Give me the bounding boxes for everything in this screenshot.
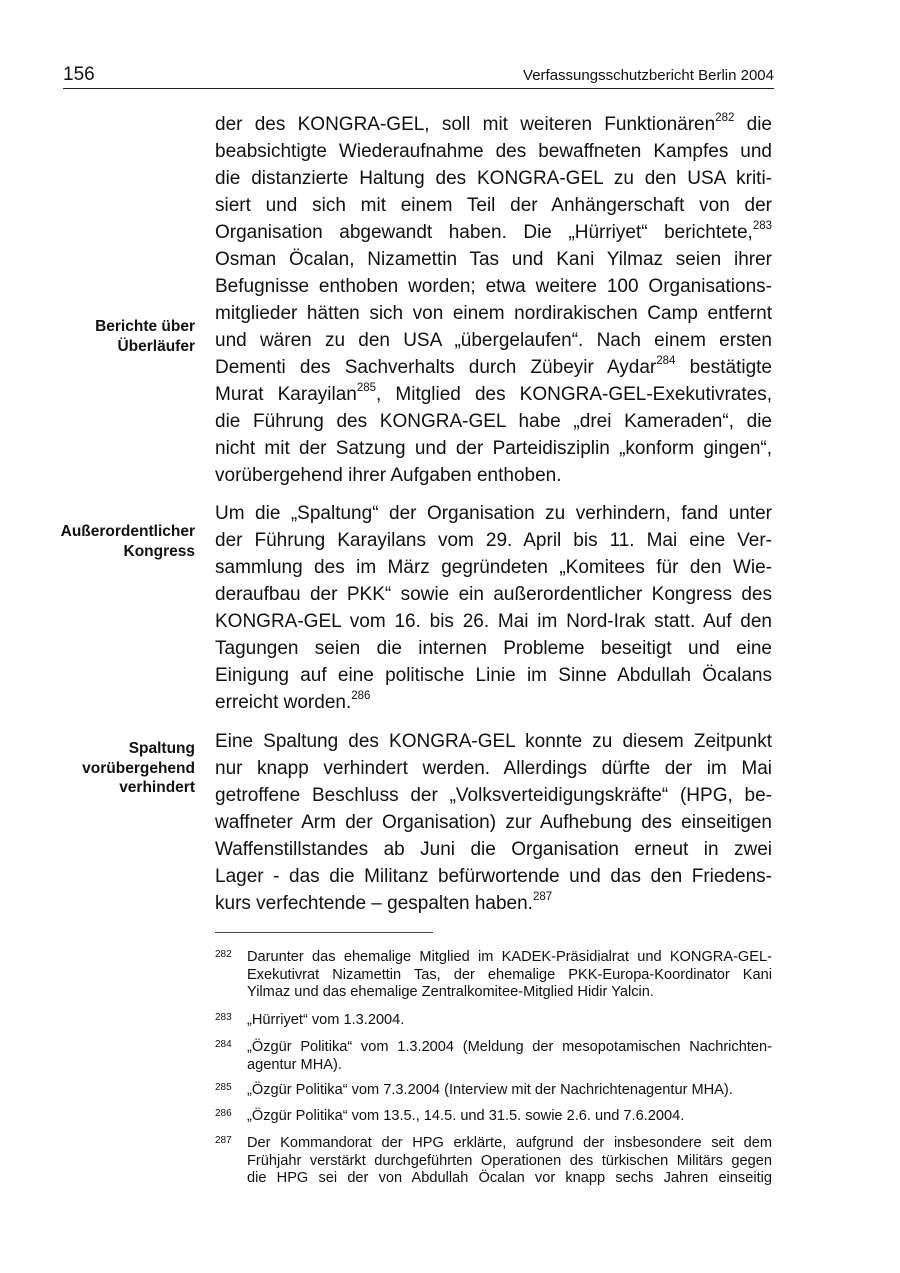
text-segment: waffneter Arm der Organisation) zur Aufhebung des einseitigen bbox=[215, 812, 772, 833]
page-header bbox=[63, 62, 774, 89]
text-line bbox=[215, 435, 772, 462]
text-line bbox=[215, 354, 772, 381]
text-segment: kurs verfechtende – gespalten haben. bbox=[215, 893, 533, 914]
margin-note-kongress bbox=[25, 522, 195, 561]
footnote-line: „Özgür Politika“ vom 13.5., 14.5. und 31.5. sowie 2.6. und 7.6.2004. bbox=[247, 1108, 685, 1124]
text-segment: die distanzierte Haltung des KONGRA-GEL zu den USA kriti- bbox=[215, 168, 772, 189]
margin-note-line: vorübergehend bbox=[82, 759, 195, 777]
footnote-number: 284 bbox=[215, 1039, 232, 1050]
text-line bbox=[215, 755, 772, 782]
footnote-line: Der Kommandorat der HPG erklärte, aufgrund der insbesondere seit dem bbox=[247, 1135, 772, 1151]
text-line bbox=[215, 728, 772, 755]
footnote-number: 282 bbox=[215, 949, 232, 960]
text-segment: die bbox=[734, 114, 772, 135]
text-line bbox=[215, 863, 772, 890]
text-line bbox=[215, 165, 772, 192]
text-segment: erreicht worden. bbox=[215, 692, 352, 713]
text-line bbox=[215, 273, 772, 300]
margin-note-line: Außerordentlicher bbox=[60, 523, 195, 540]
text-line bbox=[215, 689, 772, 716]
text-line bbox=[215, 662, 772, 689]
text-line bbox=[215, 581, 772, 608]
text-segment: Tagungen seien die internen Probleme beseitigt und eine bbox=[215, 638, 772, 659]
text-segment: mitglieder hätten sich von einem nordirakischen Camp entfernt bbox=[215, 303, 772, 324]
text-segment: bestätigte bbox=[675, 357, 772, 378]
footnote-reference: 287 bbox=[532, 890, 553, 903]
margin-note-line: Kongress bbox=[123, 542, 195, 560]
text-line bbox=[215, 782, 772, 809]
text-line bbox=[215, 635, 772, 662]
text-line bbox=[215, 138, 772, 165]
text-segment: siert und sich mit einem Teil der Anhängerschaft von der bbox=[215, 195, 772, 216]
text-segment: der Führung Karayilans vom 29. April bis 11. Mai eine Ver- bbox=[215, 530, 772, 551]
text-segment: getroffene Beschluss der „Volksverteidigungskräfte“ (HPG, be- bbox=[215, 785, 772, 806]
margin-note-line: Spaltung bbox=[128, 740, 195, 757]
text-segment: Dementi des Sachverhalts durch Zübeyir Aydar bbox=[215, 357, 657, 378]
footnote-text bbox=[247, 1039, 772, 1074]
text-segment: Um die „Spaltung“ der Organisation zu verhindern, fand unter bbox=[215, 503, 772, 524]
text-segment: die Führung des KONGRA-GEL habe „drei Kameraden“, die bbox=[215, 411, 772, 432]
text-segment: Eine Spaltung des KONGRA-GEL konnte zu diesem Zeitpunkt bbox=[215, 731, 772, 752]
text-segment: sammlung des im März gegründeten „Komitees für den Wie- bbox=[215, 557, 772, 578]
text-segment: und wären zu den USA „übergelaufen“. Nach einem ersten bbox=[215, 330, 772, 351]
text-line bbox=[215, 381, 772, 408]
body-paragraph-1 bbox=[215, 111, 772, 489]
footnote-line: Yilmaz und das ehemalige Zentralkomitee-Mitglied Hidir Yalcin. bbox=[247, 984, 654, 1000]
text-line bbox=[215, 408, 772, 435]
footnote-number: 283 bbox=[215, 1012, 232, 1023]
footnote-line: Exekutivrat Nizamettin Tas, der ehemalige PKK-Europa-Koordinator Kani bbox=[247, 966, 772, 983]
text-line bbox=[215, 527, 772, 554]
footnote-reference: 285 bbox=[356, 381, 377, 394]
footnote-reference: 286 bbox=[351, 689, 371, 702]
text-segment: Organisation abgewandt haben. Die „Hürriyet“ berichtete, bbox=[215, 222, 753, 243]
text-line bbox=[215, 327, 772, 354]
footnote-text bbox=[247, 949, 772, 1002]
text-line bbox=[215, 300, 772, 327]
page-number: 156 bbox=[63, 64, 95, 85]
footnote-line: „Özgür Politika“ vom 1.3.2004 (Meldung der mesopotamischen Nachrichten- bbox=[247, 1039, 772, 1055]
text-segment: vorübergehend ihrer Aufgaben enthoben. bbox=[215, 465, 562, 486]
footnote-number: 287 bbox=[215, 1135, 232, 1146]
running-title: Verfassungsschutzbericht Berlin 2004 bbox=[523, 67, 774, 84]
text-segment: Murat Karayilan bbox=[215, 384, 357, 405]
text-line bbox=[215, 809, 772, 836]
margin-note-spaltung bbox=[25, 739, 195, 798]
footnote-text bbox=[247, 1012, 772, 1030]
text-line bbox=[215, 219, 772, 246]
footnote-line: agentur MHA). bbox=[247, 1056, 342, 1073]
text-segment: der des KONGRA-GEL, soll mit weiteren Funktionären bbox=[215, 114, 716, 135]
footnote-line: Darunter das ehemalige Mitglied im KADEK-Präsidialrat und KONGRA-GEL- bbox=[247, 949, 772, 965]
text-segment: Waffenstillstandes ab Juni die Organisation erneut in zwei bbox=[215, 839, 772, 860]
margin-note-line: Berichte über bbox=[95, 318, 195, 335]
text-line bbox=[215, 890, 772, 917]
footnote-text bbox=[247, 1082, 772, 1100]
footnote-reference: 282 bbox=[715, 111, 735, 124]
footnote-text bbox=[247, 1135, 772, 1188]
text-segment: Befugnisse enthoben worden; etwa weitere 100 Organisations- bbox=[215, 276, 772, 297]
footnote-number: 285 bbox=[215, 1082, 232, 1093]
text-line bbox=[215, 192, 772, 219]
footnote-text bbox=[247, 1108, 772, 1126]
body-paragraph-3 bbox=[215, 728, 772, 917]
footnote-separator bbox=[215, 932, 433, 933]
text-segment: beabsichtigte Wiederaufnahme des bewaffneten Kampfes und bbox=[215, 141, 772, 162]
footnote-line: „Özgür Politika“ vom 7.3.2004 (Interview mit der Nachrichtenagentur MHA). bbox=[247, 1082, 733, 1098]
margin-note-line: verhindert bbox=[119, 779, 195, 796]
text-line bbox=[215, 500, 772, 527]
margin-note-berichte bbox=[25, 317, 195, 356]
footnote-line: Frühjahr verstärkt durchgeführten Operationen des türkischen Militärs gegen bbox=[247, 1152, 772, 1169]
text-segment: nicht mit der Satzung und der Parteidisziplin „konform gingen“, bbox=[215, 438, 772, 459]
body-paragraph-2 bbox=[215, 500, 772, 716]
text-segment: nur knapp verhindert werden. Allerdings dürfte der im Mai bbox=[215, 758, 772, 779]
text-segment: Lager - das die Militanz befürwortende und das den Friedens- bbox=[215, 866, 772, 887]
text-line bbox=[215, 111, 772, 138]
text-segment: deraufbau der PKK“ sowie ein außerordentlicher Kongress des bbox=[215, 584, 772, 605]
text-segment: Osman Öcalan, Nizamettin Tas und Kani Yilmaz seien ihrer bbox=[215, 249, 772, 270]
text-line bbox=[215, 836, 772, 863]
text-segment: , Mitglied des KONGRA-GEL-Exekutivrates, bbox=[376, 384, 772, 405]
footnote-reference: 283 bbox=[752, 219, 772, 232]
text-line bbox=[215, 608, 772, 635]
margin-note-line: Überläufer bbox=[117, 337, 195, 355]
text-segment: Einigung auf eine politische Linie im Sinne Abdullah Öcalans bbox=[215, 665, 772, 686]
footnote-reference: 284 bbox=[656, 354, 676, 367]
text-line bbox=[215, 462, 772, 489]
text-line bbox=[215, 554, 772, 581]
footnote-line: die HPG sei der von Abdullah Öcalan vor knapp sechs Jahren einseitig bbox=[247, 1170, 772, 1186]
footnote-line: „Hürriyet“ vom 1.3.2004. bbox=[247, 1012, 405, 1028]
footnote-number: 286 bbox=[215, 1108, 232, 1119]
text-line bbox=[215, 246, 772, 273]
text-segment: KONGRA-GEL vom 16. bis 26. Mai im Nord-Irak statt. Auf den bbox=[215, 611, 772, 632]
